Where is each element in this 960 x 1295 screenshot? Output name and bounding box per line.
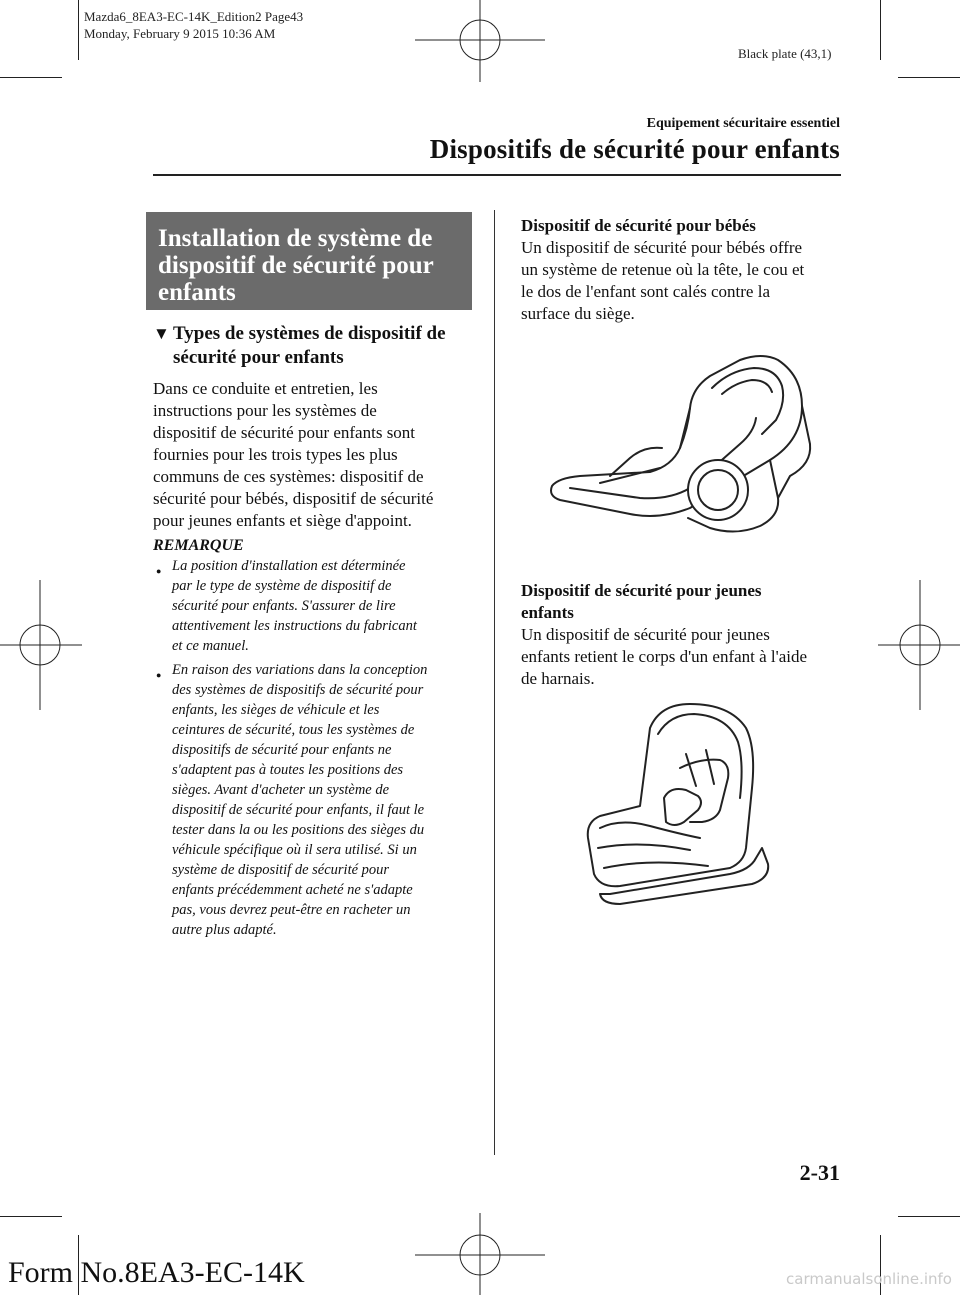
note-line: enfants, les sièges de véhicule et les [172, 702, 380, 718]
body-line: pour jeunes enfants et siège d'appoint. [153, 511, 412, 530]
header-rule [153, 174, 841, 176]
body-line: Dans ce conduite et entretien, les [153, 379, 378, 398]
note-item [156, 660, 486, 950]
note-line: système de dispositif de sécurité pour [172, 862, 390, 878]
note-line: La position d'installation est déterminée [172, 558, 406, 574]
body-line: un système de retenue où la tête, le cou et [521, 260, 805, 279]
note-line: dispositifs de sécurité pour enfants ne [172, 742, 392, 758]
body-line: communs de ces systèmes: dispositif de [153, 467, 424, 486]
subheading-line: Types de systèmes de dispositif de [173, 323, 446, 344]
running-header-title: Dispositifs de sécurité pour enfants [429, 134, 840, 164]
section-title-line: enfants [158, 279, 236, 306]
note-item [156, 556, 486, 658]
column-divider [494, 210, 495, 1155]
note-line: dispositif de sécurité pour enfants, il faut le [172, 802, 425, 818]
crop-mark [898, 77, 960, 78]
print-info-plate: Black plate (43,1) [738, 46, 832, 61]
triangle-down-icon: ▼ [153, 324, 170, 343]
bullet-icon: ● [156, 670, 162, 680]
intro-paragraph [153, 378, 433, 532]
note-line: attentivement les instructions du fabricant [172, 618, 417, 634]
body-line: instructions pour les systèmes de [153, 401, 377, 420]
crop-mark [0, 77, 62, 78]
infant-seat-heading: Dispositif de sécurité pour bébés [521, 216, 756, 235]
body-line: fournies pour les trois types les plus [153, 445, 398, 464]
crop-mark [0, 1216, 62, 1217]
note-line: s'adaptent pas à toutes les positions des [172, 762, 404, 778]
child-seat-heading: enfants [521, 603, 574, 622]
body-line: sécurité pour bébés, dispositif de sécurité [153, 489, 434, 508]
bullet-icon: ● [156, 566, 162, 576]
note-line: pas, vous devrez peut-être en racheter un [172, 902, 411, 918]
crop-mark [898, 1216, 960, 1217]
page-number: 2-31 [799, 1160, 840, 1185]
crop-mark [880, 0, 881, 60]
note-line: et ce manuel. [172, 638, 249, 654]
section-title-line: Installation de système de [158, 225, 433, 252]
registration-target-top [415, 0, 545, 82]
note-title: REMARQUE [153, 537, 244, 554]
registration-target-left [0, 580, 82, 710]
note-line: sécurité pour enfants. S'assurer de lire [172, 598, 396, 614]
form-number: Form No.8EA3-EC-14K [8, 1256, 305, 1289]
body-line: Un dispositif de sécurité pour bébés offre [521, 238, 803, 257]
note-line: véhicule spécifique où il sera utilisé. Si un [172, 842, 417, 858]
subheading-line: sécurité pour enfants [173, 347, 344, 368]
note-line: En raison des variations dans la conception [172, 662, 428, 678]
note-line: par le type de système de dispositif de [172, 578, 392, 594]
note-line: enfants précédemment acheté ne s'adapte [172, 882, 413, 898]
watermark: carmanualsonline.info [786, 1270, 952, 1288]
body-line: enfants retient le corps d'un enfant à l'aide [521, 647, 808, 666]
section-title-line: dispositif de sécurité pour [158, 252, 434, 279]
note-line: des systèmes de dispositifs de sécurité pour [172, 682, 424, 698]
crop-mark [78, 0, 79, 60]
running-header-section: Equipement sécuritaire essentiel [646, 116, 840, 131]
registration-target-bottom [415, 1213, 545, 1295]
note-line: tester dans la ou les positions des sièges du [172, 822, 425, 838]
note-line: autre plus adapté. [172, 922, 277, 938]
child-seat-illustration [580, 698, 780, 908]
infant-seat-illustration [540, 348, 820, 538]
body-line: de harnais. [521, 669, 595, 688]
section-title-box [146, 212, 472, 310]
infant-seat-section [521, 215, 804, 325]
note-line: sièges. Avant d'acheter un système de [172, 782, 390, 798]
child-seat-heading: Dispositif de sécurité pour jeunes [521, 581, 762, 600]
body-line: Un dispositif de sécurité pour jeunes [521, 625, 770, 644]
body-line: dispositif de sécurité pour enfants sont [153, 423, 416, 442]
body-line: surface du siège. [521, 304, 635, 323]
print-info-file: Mazda6_8EA3-EC-14K_Edition2 Page43 [84, 9, 304, 24]
registration-target-right [878, 580, 960, 710]
child-seat-section [521, 580, 807, 690]
note-line: ceintures de sécurité, tous les systèmes de [172, 722, 415, 738]
print-info-date: Monday, February 9 2015 10:36 AM [84, 26, 276, 41]
body-line: le dos de l'enfant sont calés contre la [521, 282, 770, 301]
